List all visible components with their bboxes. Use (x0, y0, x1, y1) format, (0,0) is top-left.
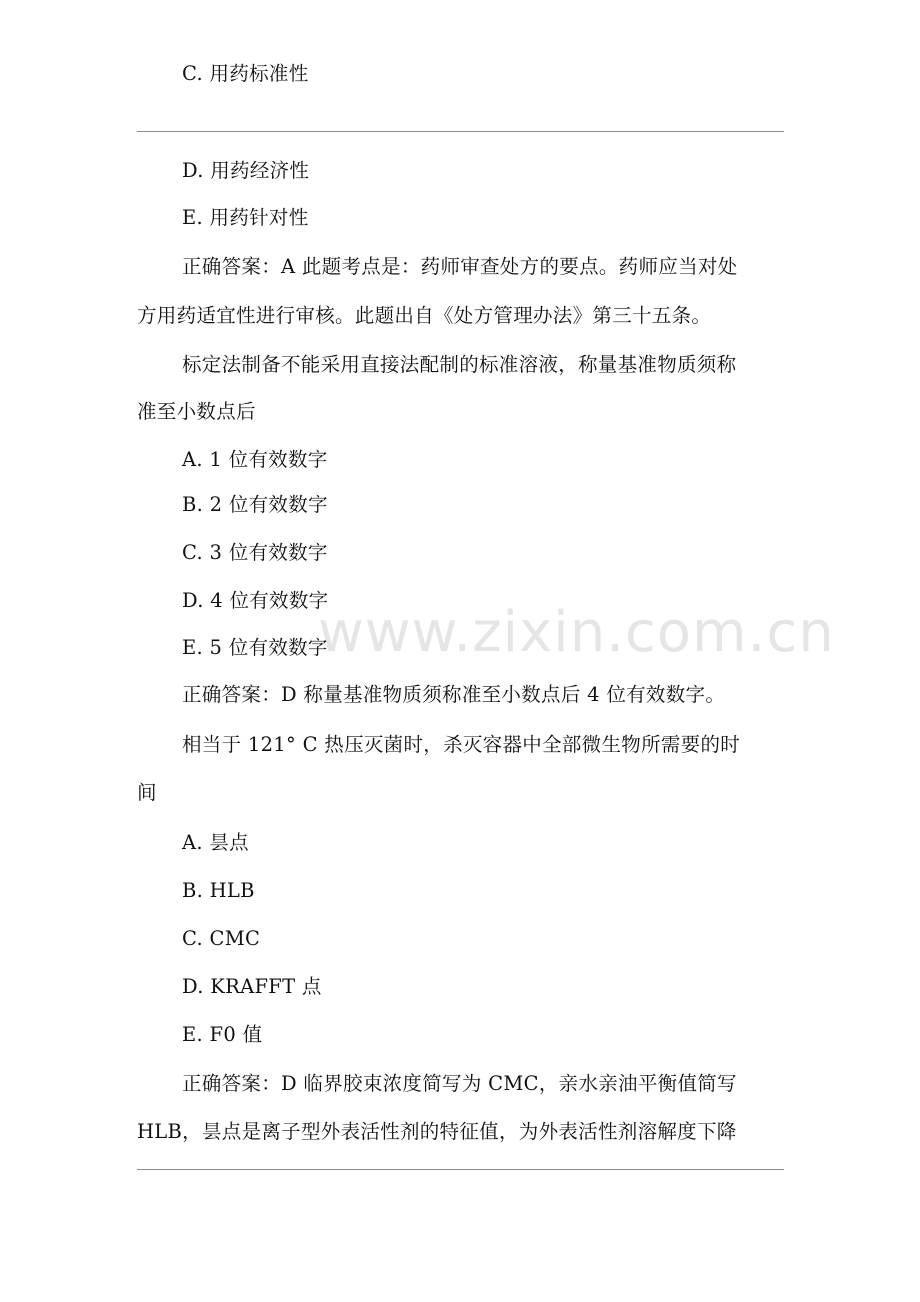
answer-3-line-1: 正确答案：D 临界胶束浓度简写为 CMC，亲水亲油平衡值简写 (182, 1072, 737, 1095)
question-2-line-2: 准至小数点后 (137, 400, 256, 423)
q3-option-d: D. KRAFFT 点 (182, 975, 322, 998)
answer-2-line: 正确答案：D 称量基准物质须称准至小数点后 4 位有效数字。 (182, 683, 726, 706)
answer-1-line-1: 正确答案：A 此题考点是：药师审查处方的要点。药师应当对处 (182, 255, 738, 278)
q2-option-d: D. 4 位有效数字 (182, 589, 329, 612)
q2-option-b: B. 2 位有效数字 (182, 493, 328, 516)
option-e-line: E. 用药针对性 (182, 206, 309, 229)
site-watermark: www.zixin.com.cn (318, 600, 835, 665)
top-divider (137, 131, 784, 132)
q2-option-c: C. 3 位有效数字 (182, 541, 328, 564)
question-3-line-1: 相当于 121° C 热压灭菌时，杀灭容器中全部微生物所需要的时 (182, 733, 741, 756)
option-c-line: C. 用药标准性 (182, 62, 309, 85)
question-3-line-2: 间 (137, 781, 157, 804)
option-d-line: D. 用药经济性 (182, 159, 310, 182)
q3-option-e: E. F0 值 (182, 1023, 263, 1046)
bottom-divider (137, 1169, 784, 1170)
q2-option-e: E. 5 位有效数字 (182, 636, 328, 659)
q3-option-c: C. CMC (182, 927, 261, 950)
q3-option-b: B. HLB (182, 879, 255, 902)
q2-option-a: A. 1 位有效数字 (182, 448, 328, 471)
answer-1-line-2: 方用药适宜性进行审核。此题出自《处方管理办法》第三十五条。 (137, 304, 712, 327)
answer-3-line-2: HLB，昙点是离子型外表活性剂的特征值，为外表活性剂溶解度下降 (137, 1120, 737, 1143)
question-2-line-1: 标定法制备不能采用直接法配制的标准溶液，称量基准物质须称 (182, 353, 737, 376)
q3-option-a: A. 昙点 (182, 831, 249, 854)
